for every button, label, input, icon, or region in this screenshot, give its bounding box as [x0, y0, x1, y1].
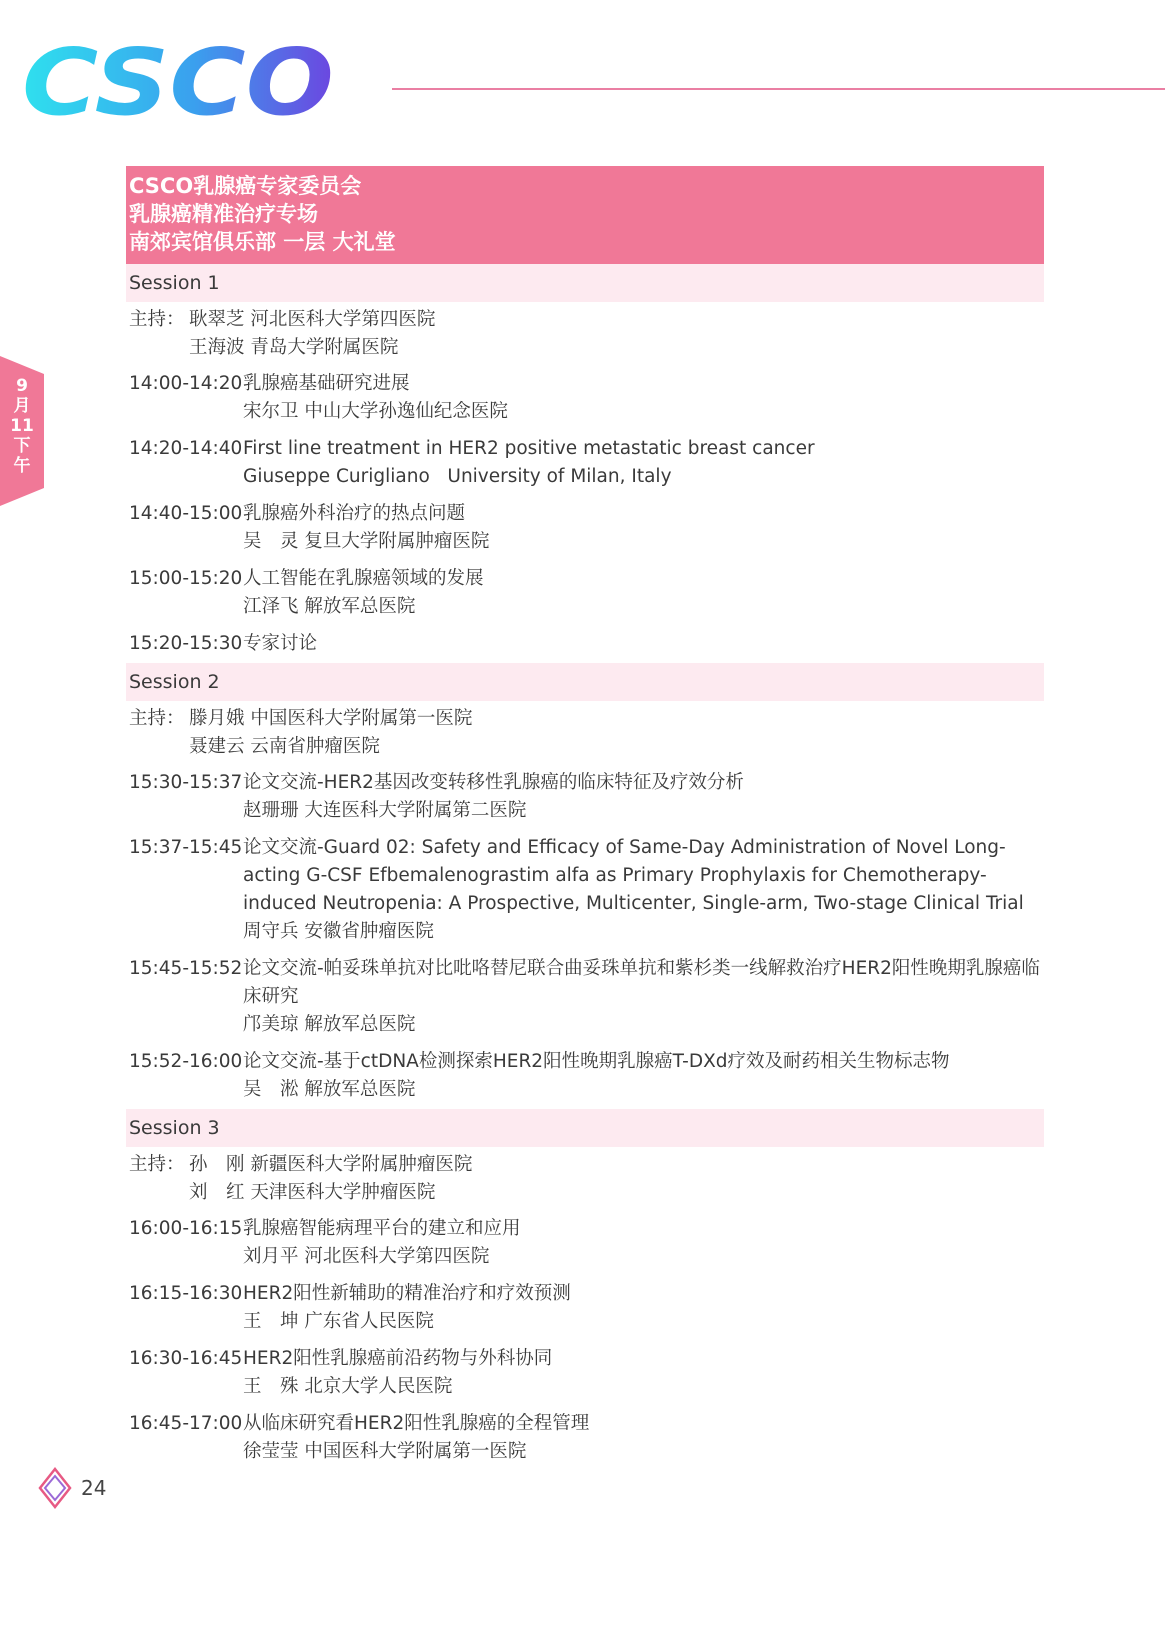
talk-title: 人工智能在乳腺癌领域的发展: [243, 568, 484, 589]
session-3: [126, 1109, 1044, 1471]
session-1: [126, 264, 1044, 663]
chair-name: 孙 刚 新疆医科大学附属肿瘤医院: [189, 1154, 473, 1175]
talk-time: 16:00-16:15: [129, 1218, 243, 1239]
talk-speaker: 吴 淞 解放军总医院: [243, 1079, 416, 1100]
talk-title: 从临床研究看HER2阳性乳腺癌的全程管理: [243, 1413, 590, 1434]
talk-title: 专家讨论: [243, 633, 318, 654]
chair-label: 主持：: [129, 309, 185, 330]
talk-item: [126, 830, 1044, 951]
svg-text:CSCO: CSCO: [22, 44, 334, 126]
talk-time: 14:00-14:20: [129, 373, 243, 394]
session-chairs: [126, 701, 1044, 765]
talk-speaker: 周守兵 安徽省肿瘤医院: [243, 921, 434, 942]
talk-item: [126, 1276, 1044, 1341]
talk-title: 论文交流-Guard 02: Safety and Efficacy of Same-Day Administration of Novel Long-acting G-CSF Efbemalenograstim alfa as Primary Prophylaxis for Chemotherapy-induced Neutropenia: A Prospective, Multicenter, Single-arm, Two-stage Clinical Trial: [243, 837, 1024, 914]
talk-speaker: Giuseppe Curigliano University of Milan, Italy: [243, 466, 672, 487]
talk-time: 16:15-16:30: [129, 1283, 243, 1304]
chair-name: 聂建云 云南省肿瘤医院: [189, 736, 380, 757]
talk-speaker: 王 坤 广东省人民医院: [243, 1311, 434, 1332]
chair-label: 主持：: [129, 708, 185, 729]
session-chairs: [126, 302, 1044, 366]
talk-time: 15:52-16:00: [129, 1051, 243, 1072]
session-title: Session 3: [126, 1109, 1044, 1147]
talk-item: [126, 366, 1044, 431]
session-title: Session 2: [126, 663, 1044, 701]
talk-title: 乳腺癌智能病理平台的建立和应用: [243, 1218, 521, 1239]
talk-item: [126, 1341, 1044, 1406]
session-title: Session 1: [126, 264, 1044, 302]
talk-item: [126, 496, 1044, 561]
session-chairs: [126, 1147, 1044, 1211]
program-content: [126, 166, 1044, 1471]
talk-item: [126, 1406, 1044, 1471]
talk-item: [126, 626, 1044, 663]
talk-time: 16:45-17:00: [129, 1413, 243, 1434]
talk-item: [126, 561, 1044, 626]
talk-time: 15:20-15:30: [129, 633, 243, 654]
talk-title: HER2阳性新辅助的精准治疗和疗效预测: [243, 1283, 571, 1304]
talk-item: [126, 1044, 1044, 1109]
banner-venue: 南郊宾馆俱乐部 一层 大礼堂: [129, 230, 396, 254]
talk-speaker: 江泽飞 解放军总医院: [243, 596, 416, 617]
session-2: [126, 663, 1044, 1109]
talk-time: 14:40-15:00: [129, 503, 243, 524]
talk-speaker: 徐莹莹 中国医科大学附属第一医院: [243, 1441, 527, 1462]
talk-title: HER2阳性乳腺癌前沿药物与外科协同: [243, 1348, 553, 1369]
talk-title: 乳腺癌基础研究进展: [243, 373, 410, 394]
diamond-icon: [38, 1467, 72, 1509]
talk-title: 论文交流-HER2基因改变转移性乳腺癌的临床特征及疗效分析: [243, 772, 744, 793]
chair-label: 主持：: [129, 1154, 185, 1175]
talk-speaker: 赵珊珊 大连医科大学附属第二医院: [243, 800, 527, 821]
talk-time: 15:37-15:45: [129, 837, 243, 858]
talk-time: 15:00-15:20: [129, 568, 243, 589]
header-rule: [392, 88, 1165, 90]
talk-item: [126, 431, 1044, 496]
talk-speaker: 吴 灵 复旦大学附属肿瘤医院: [243, 531, 490, 552]
program-banner: [126, 166, 1044, 264]
talk-title: 论文交流-帕妥珠单抗对比吡咯替尼联合曲妥珠单抗和紫杉类一线解救治疗HER2阳性晚期乳腺癌临床研究: [243, 958, 1040, 1007]
talk-item: [126, 1211, 1044, 1276]
talk-time: 15:30-15:37: [129, 772, 243, 793]
banner-title: CSCO乳腺癌专家委员会: [129, 174, 362, 198]
talk-item: [126, 951, 1044, 1044]
csco-logo: [18, 44, 343, 126]
talk-speaker: 宋尔卫 中山大学孙逸仙纪念医院: [243, 401, 508, 422]
talk-title: 论文交流-基于ctDNA检测探索HER2阳性晚期乳腺癌T-DXd疗效及耐药相关生物标志物: [243, 1051, 950, 1072]
talk-time: 15:45-15:52: [129, 958, 243, 979]
talk-title: 乳腺癌外科治疗的热点问题: [243, 503, 466, 524]
talk-item: [126, 765, 1044, 830]
talk-title: First line treatment in HER2 positive metastatic breast cancer: [243, 438, 815, 459]
talk-time: 14:20-14:40: [129, 438, 243, 459]
date-tab-text: 9 月 11 下 午: [10, 376, 34, 476]
talk-speaker: 刘月平 河北医科大学第四医院: [243, 1246, 490, 1267]
page-number: 24: [81, 1476, 107, 1500]
talk-time: 16:30-16:45: [129, 1348, 243, 1369]
chair-name: 耿翠芝 河北医科大学第四医院: [189, 309, 436, 330]
talk-speaker: 邝美琼 解放军总医院: [243, 1014, 416, 1035]
banner-subtitle: 乳腺癌精准治疗专场: [129, 202, 318, 226]
chair-name: 王海波 青岛大学附属医院: [189, 337, 399, 358]
talk-speaker: 王 殊 北京大学人民医院: [243, 1376, 453, 1397]
chair-name: 刘 红 天津医科大学肿瘤医院: [189, 1182, 436, 1203]
chair-name: 滕月娥 中国医科大学附属第一医院: [189, 708, 473, 729]
